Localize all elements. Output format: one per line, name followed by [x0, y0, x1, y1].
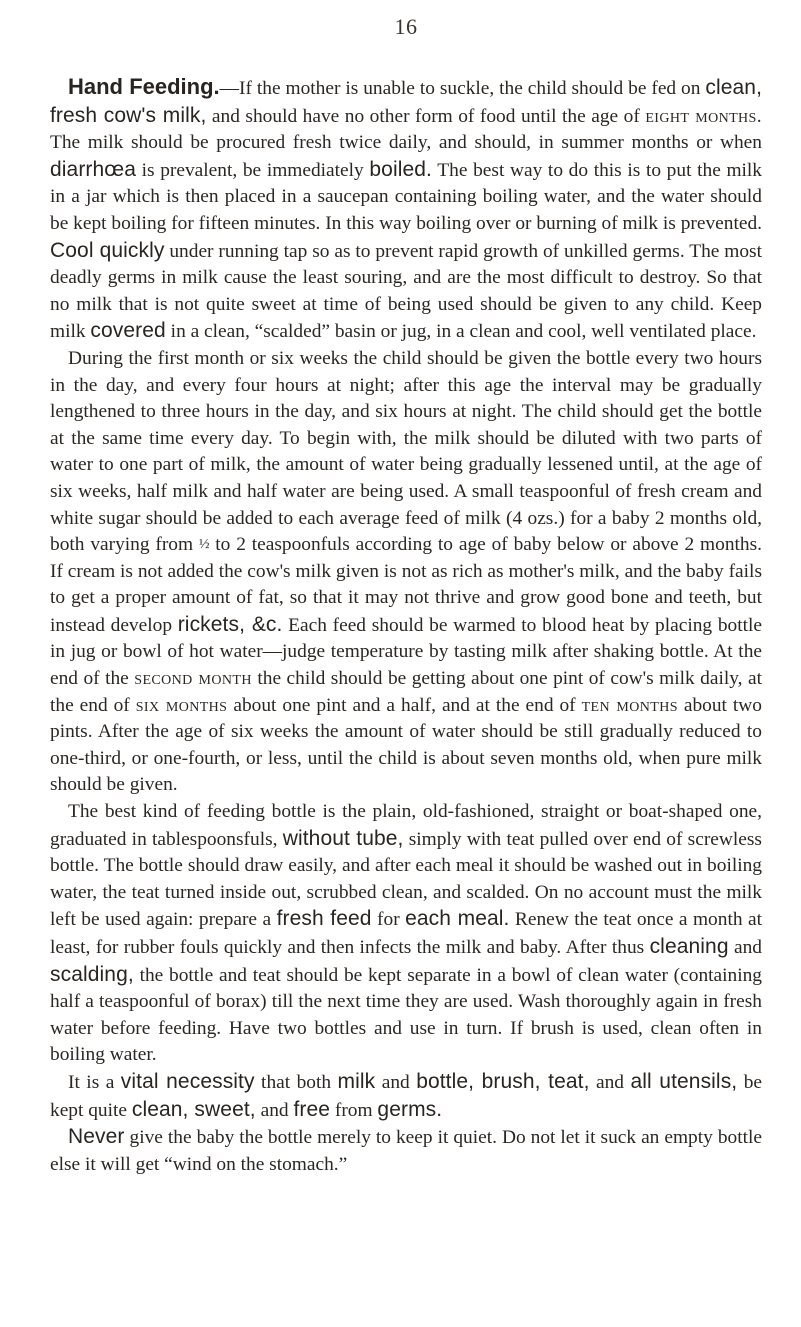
text-run: the child should be getting about one pint of cow's milk daily, at the end of [50, 668, 763, 716]
paragraph-hand-feeding [50, 74, 762, 346]
emphasis-text: clean, sweet, [131, 1097, 256, 1121]
text-run: be kept quite [50, 1071, 762, 1121]
text-run: Each feed should be warmed to blood heat by placing bottle in jug or bowl of hot water—judge temperature by tasting milk after shaking bottle. At the end of the [50, 614, 762, 690]
text-run: The best kind of feeding bottle is the plain, old-fashioned, straight or boat-shaped one, graduated in tablespoonsfuls, [50, 801, 762, 850]
emphasis-text: bottle, brush, teat, [416, 1069, 590, 1093]
text-run: and [255, 1099, 294, 1121]
text-run: in a clean, “scalded” basin or jug, in a clean and cool, well ventilated place. [165, 321, 757, 343]
text-run: about one pint and a half, and at the end of [227, 694, 582, 716]
text-run: The best way to do this is to put the milk in a jar which is then placed in a saucepan containing boiling water, and the water should be kept boiling for fifteen minutes. In this way boiling over or burning of milk is prevented. [50, 159, 763, 234]
emphasis-text: germs. [377, 1097, 443, 1121]
emphasis-text: Never [68, 1125, 125, 1149]
text-run: is prevalent, be immediately [136, 159, 370, 181]
emphasis-text: covered [90, 319, 166, 343]
text-run: and [375, 1071, 417, 1093]
emphasis-text: fresh feed [276, 907, 372, 931]
emphasis-text: free [293, 1097, 331, 1121]
paragraph-feeding-bottle [50, 799, 762, 1069]
text-run: the bottle and teat should be kept separate in a bowl of clean water (containing half a teaspoonful of borax) till the next time they are used. Wash thoroughly again in fresh water before feeding. Have two bottles and use in turn. If brush is used, clean often in boiling water. [50, 964, 762, 1066]
section-heading: Hand Feeding. [68, 74, 220, 99]
emphasis-text: all utensils, [630, 1069, 738, 1093]
text-run: and should have no other form of food until the age of [206, 105, 646, 127]
emphasis-text: without tube, [282, 826, 404, 850]
book-page [50, 14, 762, 1178]
text-run: under running tap so as to prevent rapid growth of unkilled germs. The most deadly germs in milk cause the least souring, and are the most difficult to destroy. So that no milk that is not quite sweet at time of being used should be given to any child. Keep milk [50, 240, 762, 343]
text-run: that both [254, 1071, 338, 1093]
text-run: It is a [68, 1071, 121, 1093]
text-run: simply with teat pulled over end of screwless bottle. The bottle should draw easily, and after each meal it should be washed out in boiling water, the teat turned inside out, scrubbed clean, and scalded. On no account must the milk left be used again: prepare a [50, 828, 762, 931]
emphasis-text: cleaning [649, 935, 729, 958]
emphasis-text: each meal. [405, 907, 510, 931]
page-number: 16 [394, 14, 418, 39]
small-caps-text: eight months. [645, 105, 762, 127]
small-caps-text: second month [134, 668, 252, 690]
fraction-half: ½ [198, 537, 210, 553]
text-run: for [371, 909, 406, 931]
text-run: —If the mother is unable to suckle, the child should be fed on [219, 78, 706, 99]
emphasis-text: vital necessity [120, 1069, 255, 1093]
paragraph-never [50, 1124, 762, 1178]
emphasis-text: boiled. [369, 157, 432, 181]
text-run: about two pints. After the age of six weeks the amount of water should be still gradually reduced to one-third, or one-fourth, or less, until the child is about seven months old, when pure milk should be given. [50, 694, 762, 796]
emphasis-text: diarrhœa [50, 157, 136, 181]
text-run: give the baby the bottle merely to keep it quiet. Do not let it suck an empty bottle else it will get “wind on the stomach.” [50, 1127, 762, 1175]
text-run: and [728, 937, 762, 958]
text-run: from [330, 1099, 378, 1121]
emphasis-text: rickets, &c. [177, 612, 283, 636]
emphasis-text: clean, fresh cow's milk, [50, 76, 763, 127]
emphasis-text: scalding, [50, 962, 134, 986]
text-run: The milk should be procured fresh twice daily, and should, in summer months or when [50, 132, 762, 154]
small-caps-text: ten months [581, 694, 678, 716]
text-run: During the first month or six weeks the child should be given the bottle every two hours in the day, and every four hours at night; after this age the interval may be gradually lengthened to three hours in the day, and six hours at night. The child should get the bottle at the same time every day. To begin with, the milk should be diluted with two parts of water to one part of milk, the amount of water being gradually lessened until, at the age of six weeks, half milk and half water are being used. A small teaspoonful of fresh cream and white sugar should be added to each average feed of milk (4 ozs.) for a baby 2 months old, both varying from [50, 347, 762, 556]
paragraph-vital-necessity [50, 1069, 762, 1124]
text-run: and [589, 1071, 631, 1093]
emphasis-text: milk [337, 1069, 376, 1093]
text-run: to 2 teaspoonfuls according to age of baby below or above 2 months. If cream is not added the cow's milk given is not as rich as mother's milk, and the baby fails to get a proper amount of fat, so that it may not thrive and grow good bone and teeth, but instead develop [50, 534, 762, 636]
paragraph-feeding-schedule [50, 346, 762, 799]
emphasis-text: Cool quickly [50, 238, 165, 262]
text-run: Renew the teat once a month at least, for rubber fouls quickly and then infects the milk and baby. After thus [50, 909, 762, 958]
page-body [50, 74, 762, 1178]
small-caps-text: six months [135, 694, 228, 716]
